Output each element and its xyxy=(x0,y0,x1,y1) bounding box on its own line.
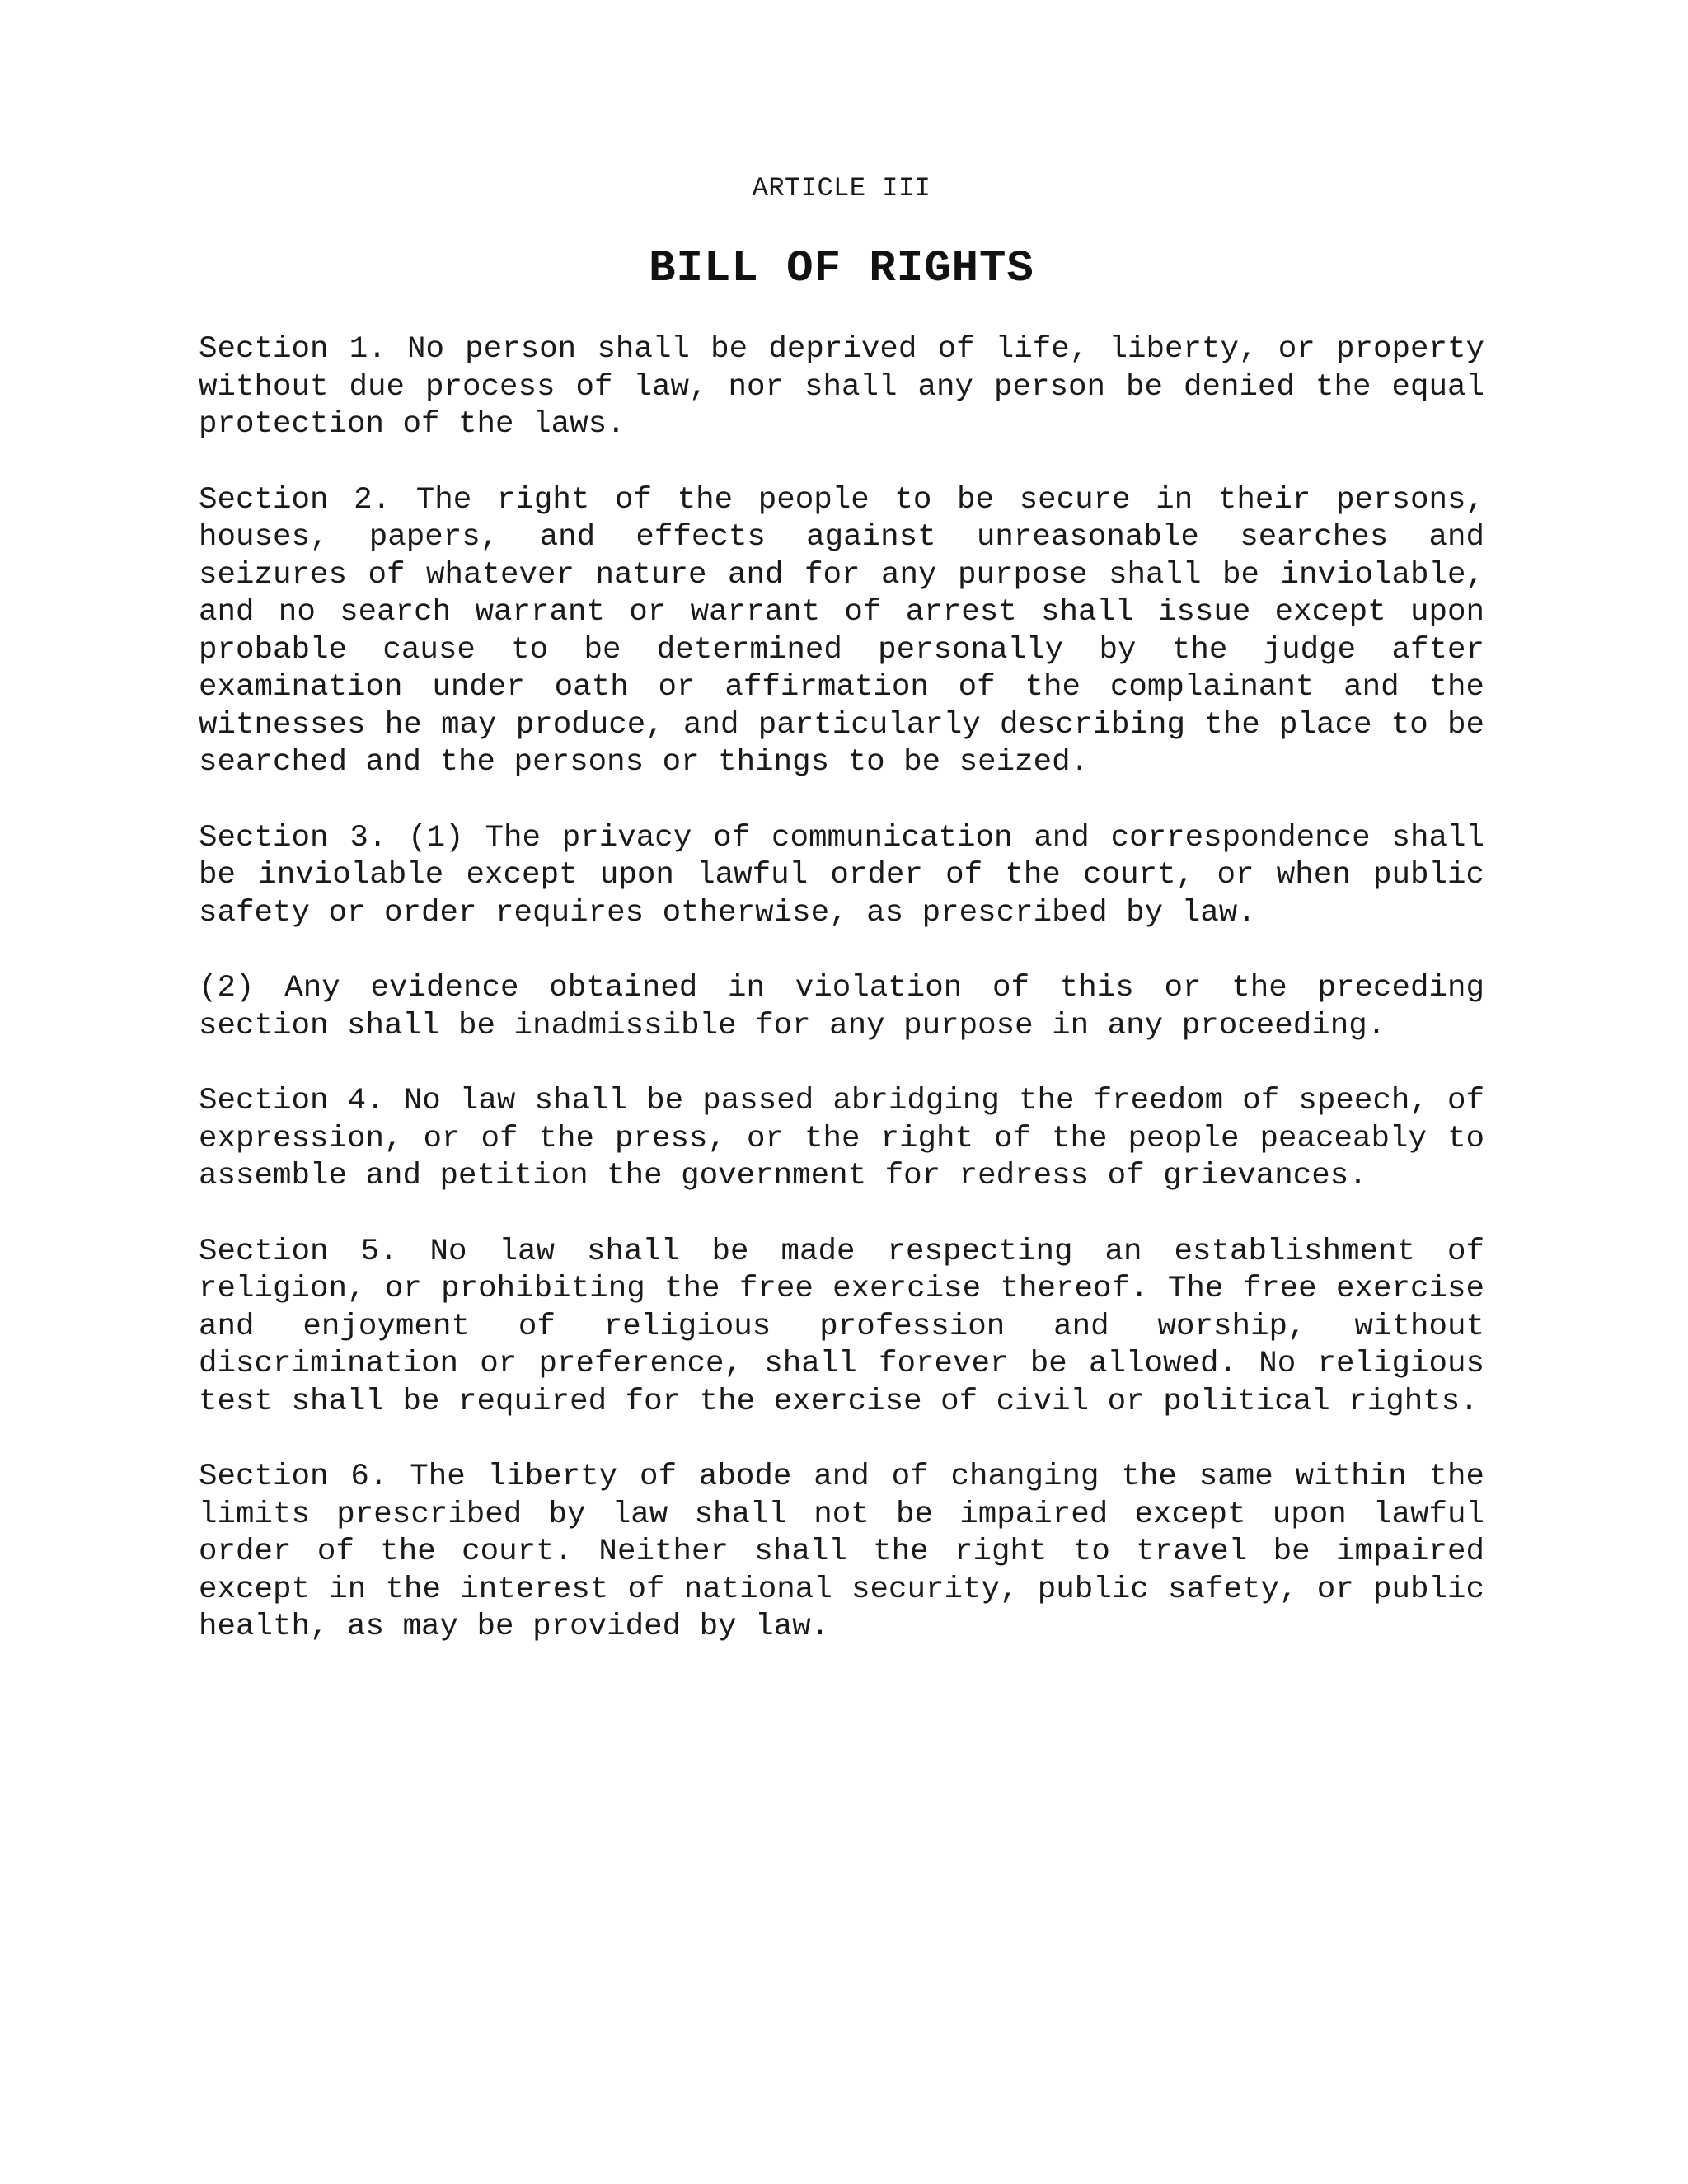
section-2-paragraph: Section 2. The right of the people to be secure in their persons, houses, papers, and effects against unreasonable searches and seizures of whatever nature and for any purpose shall be inviolable, and no search warrant or warrant of arrest shall issue except upon probable cause to be determined personally by the judge after examination under oath or affirmation of the complainant and the witnesses he may produce, and particularly describing the place to be searched and the persons or things to be seized. xyxy=(199,482,1484,780)
section-4-paragraph: Section 4. No law shall be passed abridging the freedom of speech, of expression, or of the press, or the right of the people peaceably to assemble and petition the government for redress of grievances. xyxy=(199,1084,1484,1193)
section-6-paragraph: Section 6. The liberty of abode and of changing the same within the limits prescribed by law shall not be impaired except upon lawful order of the court. Neither shall the right to travel be impaired except in the interest of national security, public safety, or public health, as may be provided by law. xyxy=(199,1460,1484,1644)
section-3-1-paragraph: Section 3. (1) The privacy of communication and correspondence shall be inviolable except upon lawful order of the court, or when public safety or order requires otherwise, as prescribed by law. xyxy=(199,820,1484,930)
section-3-2-paragraph: (2) Any evidence obtained in violation of this or the preceding section shall be inadmissible for any purpose in any proceeding. xyxy=(199,971,1484,1043)
section-5-paragraph: Section 5. No law shall be made respecting an establishment of religion, or prohibiting the free exercise thereof. The free exercise and enjoyment of religious profession and worship, without discrimination or preference, shall forever be allowed. No religious test shall be required for the exercise of civil or political rights. xyxy=(199,1234,1484,1419)
document-title: BILL OF RIGHTS xyxy=(649,244,1034,294)
document-page xyxy=(199,170,1484,1685)
section-1-paragraph: Section 1. No person shall be deprived of life, liberty, or property without due process of law, nor shall any person be denied the equal protection of the laws. xyxy=(199,332,1484,442)
article-label: ARTICLE III xyxy=(752,173,931,204)
